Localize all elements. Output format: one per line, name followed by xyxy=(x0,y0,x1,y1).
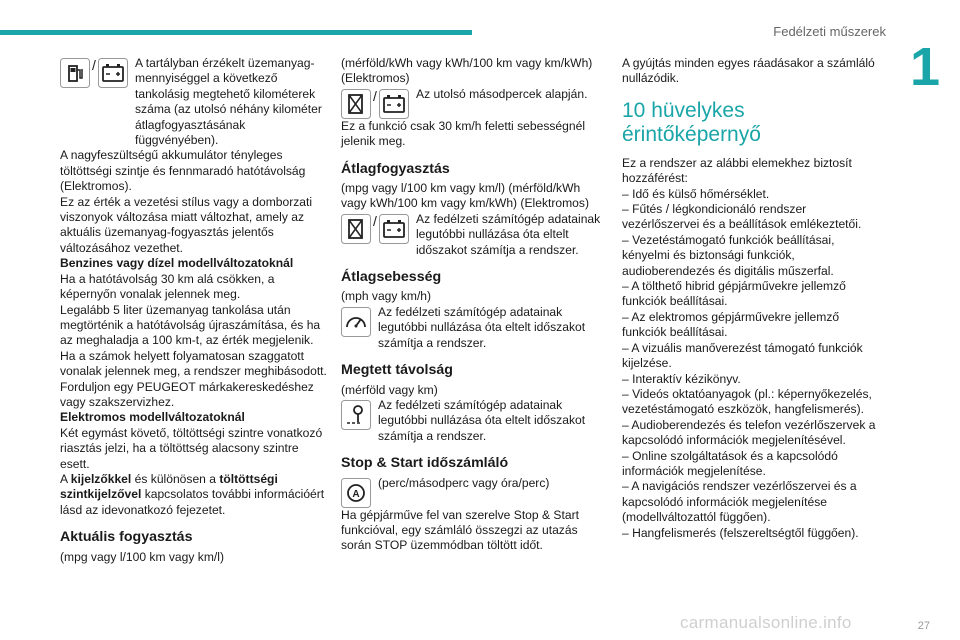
list-item: – Audioberendezés és telefon vezérlőszervek a kapcsolódó információk megjelenítésével. xyxy=(622,417,876,448)
range-icon-row xyxy=(60,56,328,148)
slash-separator: / xyxy=(373,87,377,104)
chapter-section-title: 10 hüvelykes érintőképernyő xyxy=(622,98,761,146)
current-consumption-icon-row xyxy=(341,87,609,119)
battery-icon xyxy=(379,89,409,119)
paragraph: A gyújtás minden egyes ráadásakor a számláló nullázódik. xyxy=(622,56,875,86)
list-item: – Az elektromos gépjárművekre jellemző funkciók beállításai. xyxy=(622,309,840,340)
list-item: – A tölthető hibrid gépjárművekre jellemző funkciók beállításai. xyxy=(622,279,846,309)
section-heading: Átlagsebesség xyxy=(341,269,442,286)
avg-fuel-icon-row xyxy=(341,212,609,258)
section-title: Fedélzeti műszerek xyxy=(773,24,886,39)
paragraph: Két egymást követő, töltöttségi szintre vonatkozó riasztás jelzi, ha a töltöttség alacsony szintre esett. xyxy=(60,425,323,471)
stopstart-icon-row xyxy=(341,476,609,508)
list-item: – Hangfelismerés (felszereltségtől függően). xyxy=(622,525,859,540)
column-3 xyxy=(622,56,884,541)
list-item: – Videós oktatóanyagok (pl.: képernyőkezelés, vezetéstámogató eszközök, hangfelismerés). xyxy=(622,386,872,417)
section-heading: Átlagfogyasztás xyxy=(341,160,450,177)
speedometer-icon xyxy=(341,307,371,337)
paragraph: Ha a számok helyett folyamatosan szaggatott vonalak jelennek meg, a rendszer meghibásodott. xyxy=(60,348,327,379)
list-item: – A navigációs rendszer vezérlőszervei és a kapcsolódó információk megjelenítése (modellváltozattól függően). xyxy=(622,479,857,525)
location-pin-icon xyxy=(341,400,371,430)
list-item: – Online szolgáltatások és a kapcsolódó információk megjelenítése. xyxy=(622,448,838,478)
svg-text:A: A xyxy=(352,488,360,500)
section-heading: Aktuális fogyasztás xyxy=(60,529,193,546)
header-accent-bar xyxy=(0,30,472,35)
paragraph: A nagyfeszültségű akkumulátor tényleges töltöttségi szintje és fennmaradó hatótávolság (Elektromos). xyxy=(60,148,306,194)
units-text: (mpg vagy l/100 km vagy km/l) (mérföld/kWh vagy kWh/100 km vagy km/kWh) (Elektromos) xyxy=(341,181,589,211)
paragraph: Legalább 5 liter üzemanyag tankolása után megtörténik a hatótávolság újraszámítása, és ha az meghaladja a 100 km-t, az érték megjelenik. xyxy=(60,302,321,348)
slash-separator: / xyxy=(373,212,377,229)
icon-description: (perc/másodperc vagy óra/perc) xyxy=(378,475,550,490)
subheading: Benzines vagy dízel modellváltozatoknál xyxy=(60,256,294,271)
paragraph: Ez a rendszer az alábbi elemekhez biztosít hozzáférést: xyxy=(622,155,852,186)
units-text: (mérföld/kWh vagy kWh/100 km vagy km/kWh) (Elektromos) xyxy=(341,56,593,86)
list-item: – A vizuális manőverezést támogató funkciók kijelzése. xyxy=(622,340,863,371)
fuel-pump-icon xyxy=(60,58,90,88)
page-number: 27 xyxy=(917,620,930,632)
list-item: – Idő és külső hőmérséklet. xyxy=(622,186,770,201)
battery-icon xyxy=(98,58,128,88)
paragraph: Ha gépjárműve fel van szerelve Stop & Start funkcióval, egy számláló összegzi az utazás során STOP üzemmódban töltött időt. xyxy=(341,507,579,553)
section-heading: Stop & Start időszámláló xyxy=(341,455,509,472)
column-2 xyxy=(341,56,609,554)
icon-description: Az fedélzeti számítógép adatainak legutóbbi nullázása óta eltelt időszakot számítja a rendszer. xyxy=(378,397,586,443)
distance-icon-row xyxy=(341,398,609,444)
units-text: (mph vagy km/h) xyxy=(341,289,432,304)
slash-separator: / xyxy=(92,57,96,73)
watermark: carmanualsonline.info xyxy=(680,613,852,632)
stopstart-icon xyxy=(341,478,371,508)
section-heading: Megtett távolság xyxy=(341,362,453,379)
battery-icon xyxy=(379,214,409,244)
column-1 xyxy=(60,56,328,565)
paragraph: Ha a hatótávolság 30 km alá csökken, a képernyőn vonalak jelennek meg. xyxy=(60,271,275,302)
subheading: Elektromos modellváltozatoknál xyxy=(60,410,245,425)
list-item: – Fűtés / légkondicionáló rendszer vezérlőszervei és a beállítások emlékeztetői. xyxy=(622,202,862,232)
chapter-number: 1 xyxy=(909,37,940,97)
crossed-box-icon xyxy=(341,214,371,244)
units-text: (mpg vagy l/100 km vagy km/l) xyxy=(60,549,224,564)
icon-description: Az fedélzeti számítógép adatainak legutóbbi nullázása óta eltelt időszakot számítja a rendszer. xyxy=(378,304,586,350)
crossed-box-icon xyxy=(341,89,371,119)
paragraph: Ez az érték a vezetési stílus vagy a domborzati viszonyok változása miatt változhat, amely az aktuális üzemanyag-fogyasztás jelentős változásához vezethet. xyxy=(60,194,313,255)
avg-speed-icon-row xyxy=(341,305,609,351)
range-description: A tartályban érzékelt üzemanyag-mennyiséggel a következő tankolásig megtehető kilométerek száma (az utolsó néhány kilométer átlagfogyasztásának függvényében). xyxy=(135,56,322,148)
paragraph: Forduljon egy PEUGEOT márkakereskedéshez vagy szakszervizhez. xyxy=(60,379,314,409)
icon-description: Az fedélzeti számítógép adatainak legutóbbi nullázása óta eltelt időszakot számítja a rendszer. xyxy=(416,211,601,257)
units-text: (mérföld vagy km) xyxy=(341,382,438,397)
paragraph: A kijelzőkkel és különösen a töltöttségi szintkijelzővel kapcsolatos további információért lásd az idevonatkozó fejezetet. xyxy=(60,471,325,517)
icon-description: Az utolsó másodpercek alapján. xyxy=(416,86,588,101)
paragraph: Ez a funkció csak 30 km/h feletti sebességnél jelenik meg. xyxy=(341,118,586,149)
list-item: – Vezetéstámogató funkciók beállításai, kényelmi és biztonsági funkciók, audioberendezés és digitális műszerfal. xyxy=(622,232,835,278)
list-item: – Interaktív kézikönyv. xyxy=(622,371,741,386)
